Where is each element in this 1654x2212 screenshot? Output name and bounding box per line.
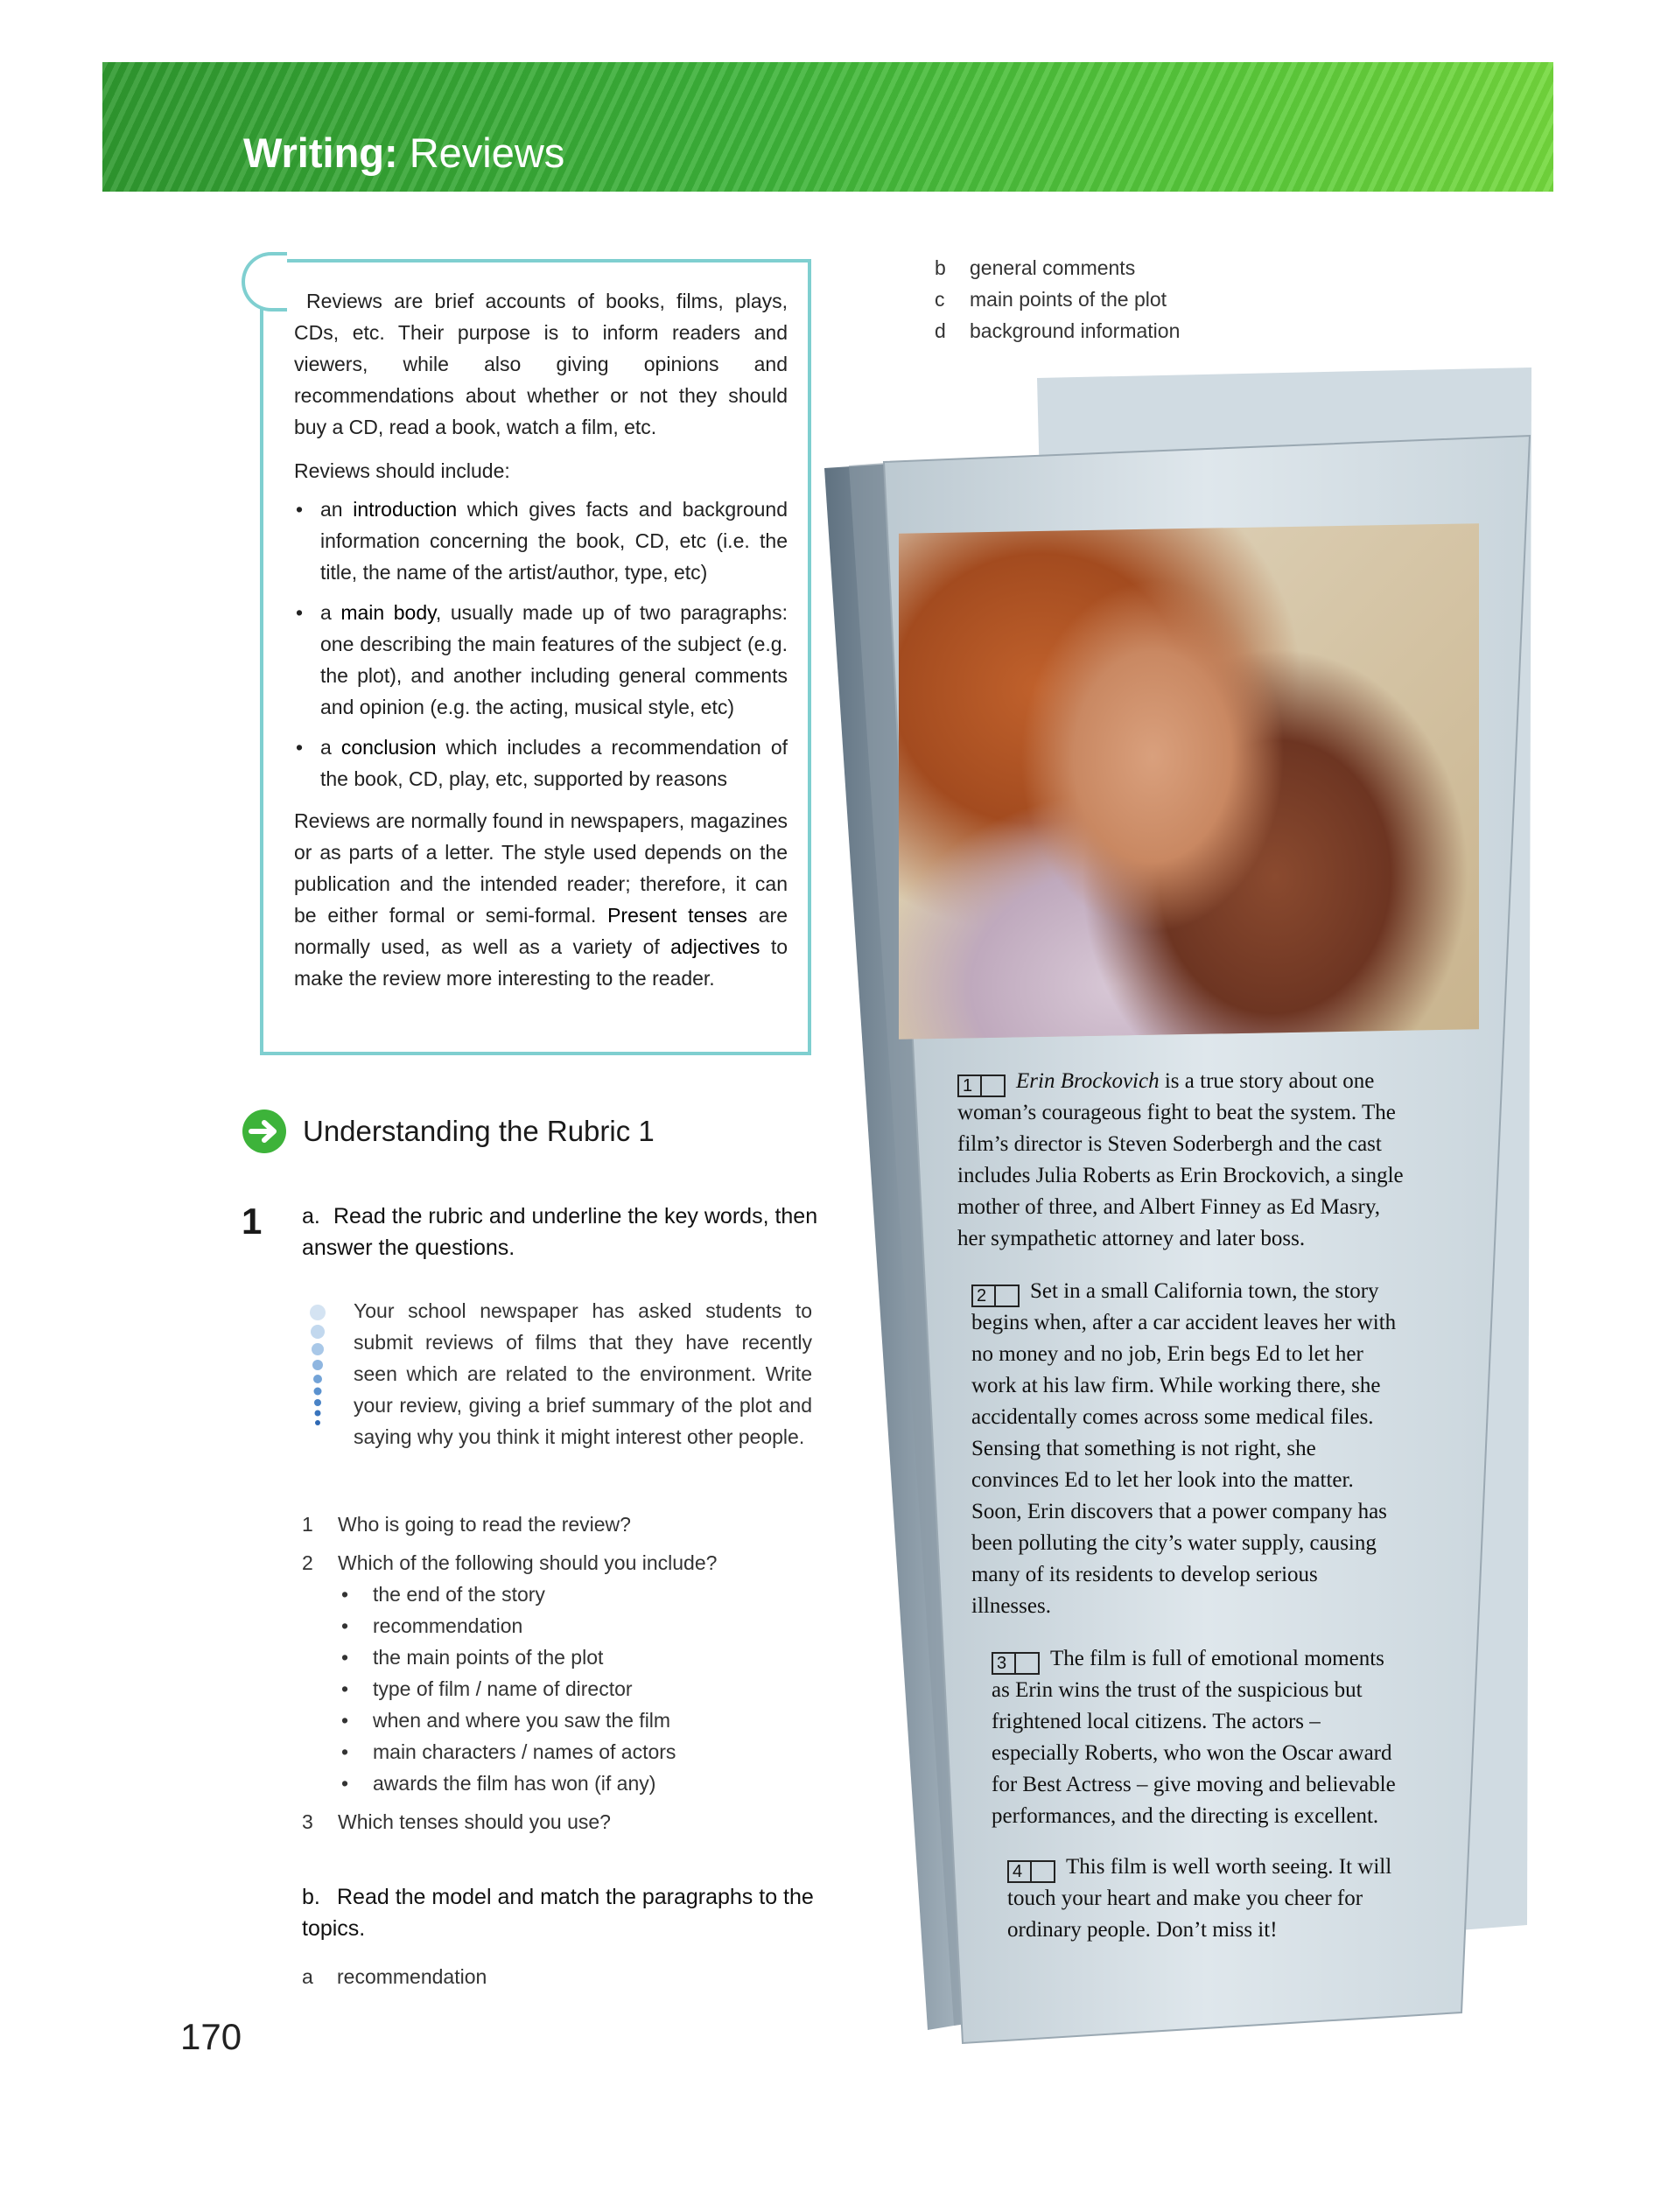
task-a-text: Read the rubric and underline the key words, then answer the questions. [302,1204,818,1260]
info-bullet: • an introduction which gives facts and background information concerning the book, CD, etc (i.e. the title, the name of the artist/author, type, etc) [296,498,788,584]
paragraph-number-box: 4 [1007,1860,1055,1883]
info-intro: Reviews are brief accounts of books, films, plays, CDs, etc. Their purpose is to inform readers and viewers, while also giving opinions and recommendations about whether or not they should buy a CD, read a book, watch a film, etc. [294,290,788,438]
topic-d: d background information [935,319,1181,342]
questions [302,1508,827,1844]
task-a [302,1200,827,1264]
info-box-curl [242,252,287,312]
topic-a: a recommendation [302,1965,487,1988]
topic-c: c main points of the plot [935,288,1167,311]
model-paragraph-2: 2 Set in a small California town, the story begins when, after a car accident leaves her with no money and no job, Erin begs Ed to let her work at his law firm. While working there, she accidentally comes across some medical files. Sensing that something is not right, she convinces Ed to let her look into the matter. Soon, Erin discovers that a power company has been polluting the city’s water supply, causing many of its residents to develop serious illnesses. [971,1279,1397,1618]
include-option: • main characters / names of actors [341,1740,676,1763]
info-should-include: Reviews should include: [294,459,510,482]
header-banner [102,62,1553,192]
question-1: 1 Who is going to read the review? [302,1513,631,1536]
info-closing: Reviews are normally found in newspapers, magazines or as parts of a letter. The style used depends on the publication and the intended reader; therefore, it can be either formal or semi-formal. Present tenses are normally used, as well as a variety of adjectives to make the review more interesting to the reader. [294,809,788,990]
info-bullets [294,494,788,794]
page-title: Writing: Reviews [243,130,565,176]
section-heading: Understanding the Rubric 1 [303,1115,655,1147]
info-box-content [294,285,788,994]
include-option: • recommendation [341,1614,523,1637]
model-paragraph-3: 3 The film is full of emotional moments as Erin wins the trust of the suspicious but frightened local citizens. The actors – especially Roberts, who won the Oscar award for Best Actress – give moving and believable performances, and the directing is excellent. [992,1647,1396,1828]
arrow-right-icon [242,1110,286,1153]
model-paragraph-4: 4 This film is well worth seeing. It will touch your heart and make you cheer for ordinary people. Don’t miss it! [1007,1855,1392,1942]
task-b-label: b. [302,1885,320,1909]
task-a-label: a. [302,1204,320,1228]
paragraph-number-box: 1 [957,1074,1006,1097]
task-b [302,1881,827,1944]
include-option: • the main points of the plot [341,1646,604,1669]
question-2: 2 Which of the following should you include? • the end of the story • recommendation • the main points of the plot • type of film / name of director • when and where you saw the film • main characters / names of actors • awards the film has won (if any) [302,1547,827,1799]
model-paragraph-1: 1 Erin Brockovich is a true story about one woman’s courageous fight to beat the system. The film’s director is Steven Soderbergh and the cast includes Julia Roberts as Erin Brockovich, a single mother of three, and Albert Finney as Ed Masry, her sympathetic attorney and later boss. [957,1069,1404,1250]
page-number: 170 [180,2016,242,2057]
include-option: • the end of the story [341,1583,545,1606]
info-bullet: • a main body, usually made up of two paragraphs: one describing the main features of the subject (e.g. the plot), and another including general comments and opinion (e.g. the acting, musical style, etc) [296,601,788,718]
topic-b: b general comments [935,256,1136,279]
task-b-text: Read the model and match the paragraphs to the topics. [302,1885,814,1941]
include-option: • awards the film has won (if any) [341,1772,656,1795]
include-options [338,1578,827,1799]
topics-bcd [935,252,1180,346]
film-photo [899,523,1479,1040]
info-bullet: • a conclusion which includes a recommendation of the book, CD, play, etc, supported by reasons [296,736,788,790]
paragraph-number-box: 2 [971,1284,1020,1307]
include-option: • when and where you saw the film [341,1709,671,1732]
include-option: • type of film / name of director [341,1677,633,1700]
paragraph-number-box: 3 [992,1652,1040,1675]
rubric-text: Your school newspaper has asked students to submit reviews of films that they have recently seen which are related to the environment. Write your review, giving a brief summary of the plot and saying why you think it might interest other people. [354,1299,812,1448]
question-3: 3 Which tenses should you use? [302,1810,611,1833]
exercise-number: 1 [242,1200,263,1242]
rubric-dots-icon [308,1304,327,1435]
